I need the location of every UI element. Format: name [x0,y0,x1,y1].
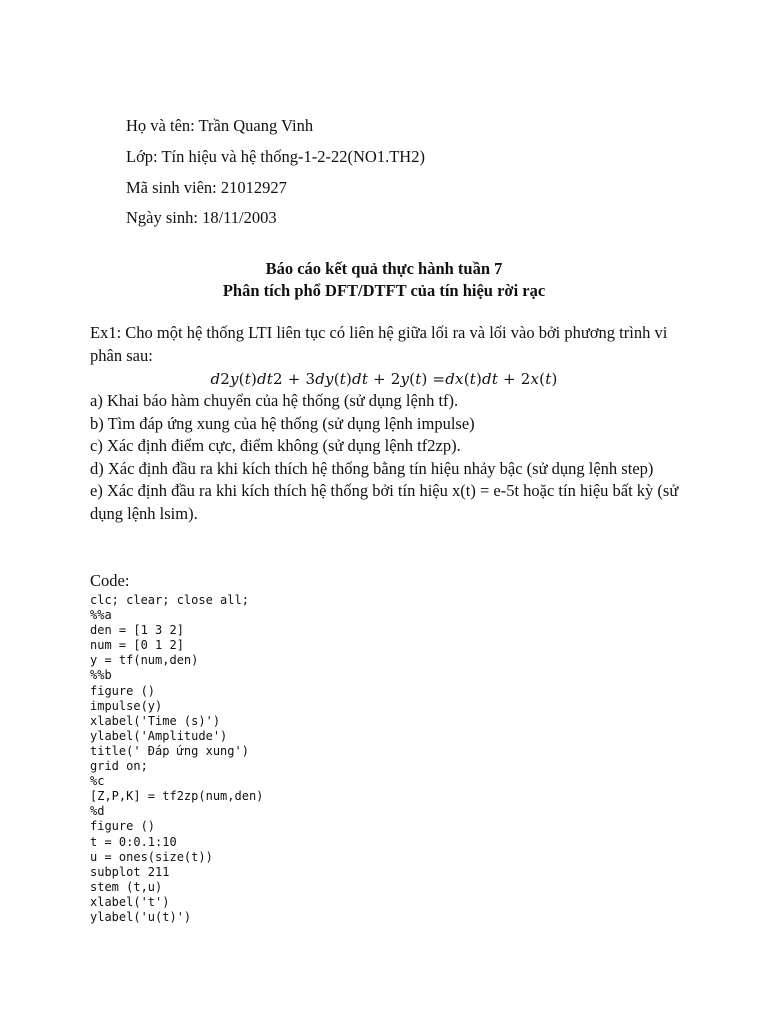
code-line: xlabel('t') [90,894,170,909]
code-block [90,593,263,925]
report-title: Báo cáo kết quả thực hành tuần 7 [265,259,503,278]
exercise-intro-text: Ex1: Cho một hệ thống LTI liên tục có liên hệ giữa lối ra và lối vào bởi phương trình vi phân sau: [90,323,668,365]
exercise-tasks [90,390,680,525]
code-line: %%a [90,608,112,623]
report-subtitle: Phân tích phổ DFT/DTFT của tín hiệu rời rạc [222,281,546,300]
task-e: e) Xác định đầu ra khi kích thích hệ thống bởi tín hiệu x(t) = e-5t hoặc tín hiệu bất kỳ (sử dụng lệnh lsim). [90,481,679,523]
code-line: title(' Đáp ứng xung') [90,743,249,758]
code-line: figure () [90,819,156,834]
code-line: stem (t,u) [90,879,163,894]
code-line: ylabel('u(t)') [90,909,192,924]
code-line: figure () [90,683,156,698]
code-line: clc; clear; close all; [90,593,249,607]
code-line: %%b [90,668,112,683]
differential-equation: 𝑑2𝑦(𝑡)𝑑𝑡2 + 3𝑑𝑦(𝑡)𝑑𝑡 + 2𝑦(𝑡) =𝑑𝑥(𝑡)𝑑𝑡 + 2𝑥(𝑡) [210,370,558,388]
code-line: %c [90,774,105,789]
code-line: y = tf(num,den) [90,653,199,668]
task-a: a) Khai báo hàm chuyển của hệ thống (sử dụng lệnh tf). [90,391,459,410]
code-line: [Z,P,K] = tf2zp(num,den) [90,789,264,804]
code-line: %d [90,804,105,819]
code-line: den = [1 3 2] [90,623,184,638]
student-class: Lớp: Tín hiệu và hệ thống-1-2-22(NO1.TH2) [126,147,425,166]
code-line: ylabel('Amplitude') [90,728,228,743]
code-line: u = ones(size(t)) [90,849,213,864]
student-birthday: Ngày sinh: 18/11/2003 [126,208,277,227]
code-line: grid on; [90,759,148,774]
code-line: t = 0:0.1:10 [90,834,177,849]
code-line: impulse(y) [90,698,163,713]
task-d: d) Xác định đầu ra khi kích thích hệ thống bằng tín hiệu nhảy bậc (sử dụng lệnh step) [90,458,654,478]
exercise-intro [90,322,680,367]
student-id: Mã sinh viên: 21012927 [126,178,287,197]
code-heading: Code: [90,571,130,590]
task-b: b) Tìm đáp ứng xung của hệ thống (sử dụng lệnh impulse) [90,413,475,433]
code-line: subplot 211 [90,864,170,879]
code-line: xlabel('Time (s)') [90,713,221,728]
student-name: Họ và tên: Trần Quang Vinh [126,116,314,135]
task-c: c) Xác định điểm cực, điểm không (sử dụng lệnh tf2zp). [90,436,461,455]
code-line: num = [0 1 2] [90,638,184,653]
